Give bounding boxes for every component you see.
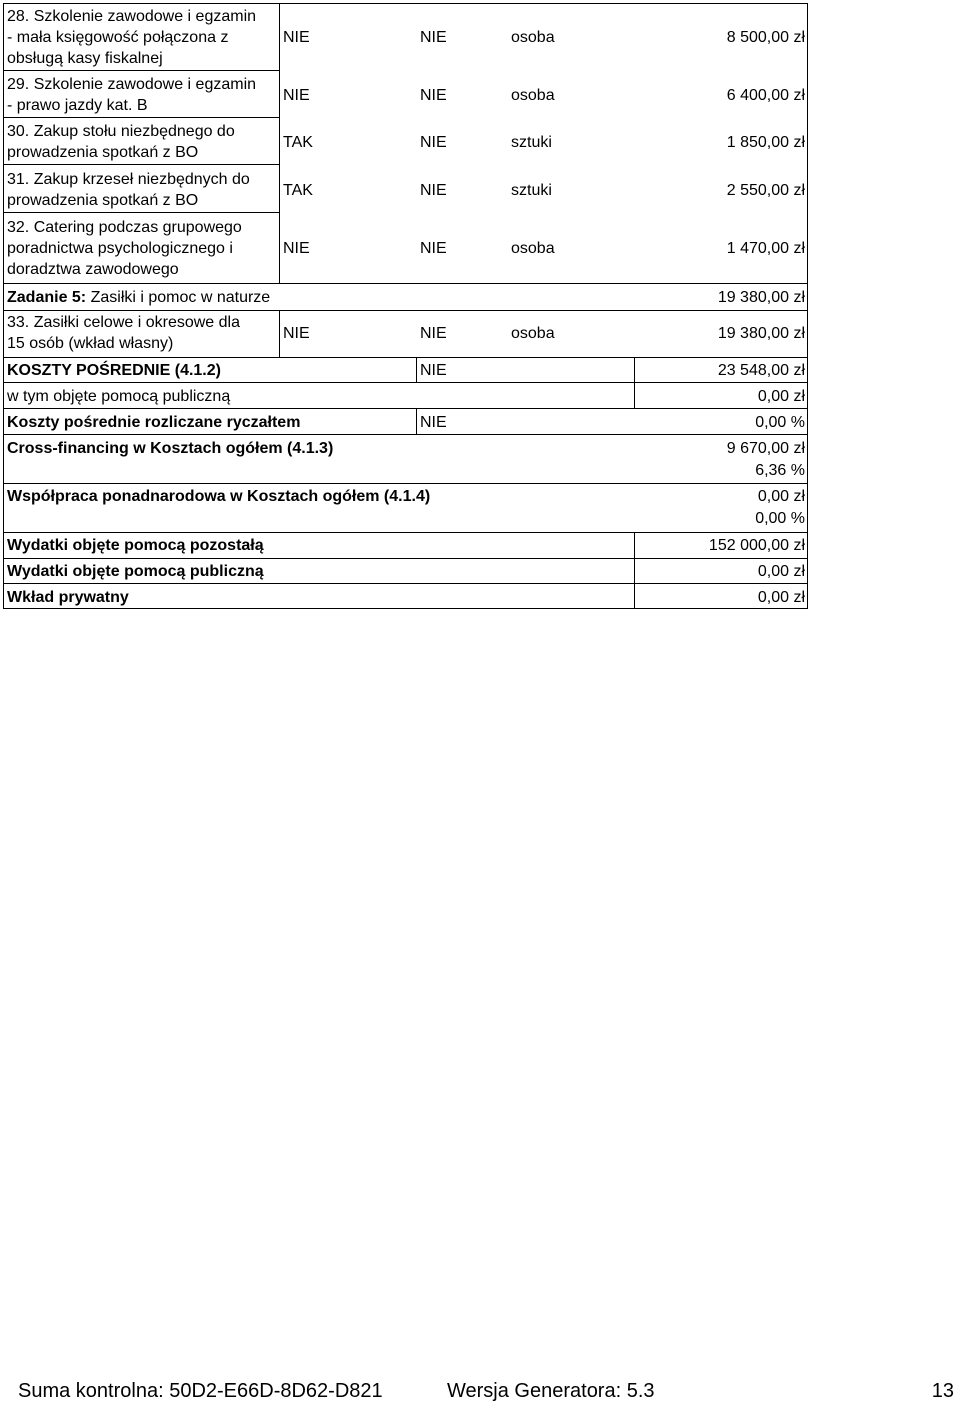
item-desc-line: obsługą kasy fiskalnej bbox=[7, 50, 163, 67]
footer-checksum: Suma kontrolna: 50D2-E66D-8D62-D821 bbox=[18, 1380, 383, 1402]
item-desc-line: 33. Zasiłki celowe i okresowe dla bbox=[7, 314, 240, 331]
indirect-costs-amount: 23 548,00 zł bbox=[717, 362, 805, 379]
item-flag-1: TAK bbox=[283, 182, 313, 199]
item-flag-1: NIE bbox=[283, 325, 310, 342]
item-flag-1: NIE bbox=[283, 87, 310, 104]
row-sep bbox=[3, 310, 808, 311]
item-amount: 1 850,00 zł bbox=[726, 134, 805, 151]
item-flag-2: NIE bbox=[420, 182, 447, 199]
item-desc-line: poradnictwa psychologicznego i bbox=[7, 240, 233, 257]
item-amount: 6 400,00 zł bbox=[726, 87, 805, 104]
footer-generator-version: Wersja Generatora: 5.3 bbox=[447, 1380, 655, 1402]
item-flag-2: NIE bbox=[420, 134, 447, 151]
row-sep bbox=[3, 583, 808, 584]
item-unit: osoba bbox=[511, 240, 555, 257]
indirect-costs-flag: NIE bbox=[420, 362, 447, 379]
item-amount: 19 380,00 zł bbox=[717, 325, 805, 342]
item-desc-line: - prawo jazdy kat. B bbox=[7, 97, 148, 114]
cross-financing-percent: 6,36 % bbox=[755, 462, 805, 479]
row-sep bbox=[3, 70, 280, 71]
other-aid-amount: 152 000,00 zł bbox=[708, 537, 805, 554]
table-border-top bbox=[3, 3, 808, 4]
item-unit: sztuki bbox=[511, 182, 552, 199]
item-unit: osoba bbox=[511, 29, 555, 46]
row-sep bbox=[3, 117, 280, 118]
desc-col-divider bbox=[279, 3, 280, 283]
item-amount: 1 470,00 zł bbox=[726, 240, 805, 257]
indirect-flag-divider-right bbox=[634, 357, 635, 383]
task-label bbox=[7, 287, 270, 308]
item-desc-line: 31. Zakup krzeseł niezbędnych do bbox=[7, 171, 250, 188]
row-sep bbox=[3, 382, 808, 383]
footer-page-number: 13 bbox=[931, 1380, 954, 1402]
lump-sum-percent: 0,00 % bbox=[755, 414, 805, 431]
item-flag-2: NIE bbox=[420, 87, 447, 104]
lump-sum-divider bbox=[416, 408, 417, 434]
private-contribution-amount: 0,00 zł bbox=[757, 589, 805, 606]
public-aid-label: Wydatki objęte pomocą publiczną bbox=[7, 563, 264, 580]
task-label-bold: Zadanie 5: bbox=[7, 289, 87, 306]
table-border-right bbox=[807, 3, 808, 609]
item-flag-2: NIE bbox=[420, 325, 447, 342]
item-flag-2: NIE bbox=[420, 240, 447, 257]
lump-sum-label: Koszty pośrednie rozliczane ryczałtem bbox=[7, 414, 301, 431]
transnational-percent: 0,00 % bbox=[755, 510, 805, 527]
item-desc-line: 15 osób (wkład własny) bbox=[7, 335, 174, 352]
task-label-rest: Zasiłki i pomoc w naturze bbox=[86, 289, 271, 306]
row-sep bbox=[3, 357, 808, 358]
item-desc-line: - mała księgowość połączona z bbox=[7, 29, 229, 46]
item-desc-line: prowadzenia spotkań z BO bbox=[7, 192, 199, 209]
item-flag-2: NIE bbox=[420, 29, 447, 46]
indirect-flag-divider-left bbox=[416, 357, 417, 383]
row-sep bbox=[3, 532, 808, 533]
row-sep bbox=[3, 283, 808, 284]
indirect-costs-label: KOSZTY POŚREDNIE (4.1.2) bbox=[7, 362, 221, 379]
public-aid-part-divider bbox=[634, 382, 635, 408]
row-sep bbox=[3, 558, 808, 559]
cross-financing-label: Cross-financing w Kosztach ogółem (4.1.3) bbox=[7, 440, 334, 457]
public-aid-part-amount: 0,00 zł bbox=[757, 388, 805, 405]
private-contribution-label: Wkład prywatny bbox=[7, 589, 129, 606]
desc-col-divider-33 bbox=[279, 310, 280, 357]
item-desc-line: 32. Catering podczas grupowego bbox=[7, 219, 242, 236]
summary-amount-divider bbox=[634, 532, 635, 609]
item-desc-line: 29. Szkolenie zawodowe i egzamin bbox=[7, 76, 257, 93]
table-border-bottom bbox=[3, 608, 808, 609]
cross-financing-amount: 9 670,00 zł bbox=[726, 440, 805, 457]
lump-sum-flag: NIE bbox=[420, 414, 447, 431]
other-aid-label: Wydatki objęte pomocą pozostałą bbox=[7, 537, 264, 554]
row-sep bbox=[3, 164, 280, 165]
item-amount: 2 550,00 zł bbox=[726, 182, 805, 199]
item-amount: 8 500,00 zł bbox=[726, 29, 805, 46]
item-unit: sztuki bbox=[511, 134, 552, 151]
item-desc-line: prowadzenia spotkań z BO bbox=[7, 144, 199, 161]
item-desc-line: doradztwa zawodowego bbox=[7, 261, 179, 278]
table-border-left bbox=[3, 3, 4, 609]
item-unit: osoba bbox=[511, 87, 555, 104]
item-desc-line: 28. Szkolenie zawodowe i egzamin bbox=[7, 8, 257, 25]
item-desc-line: 30. Zakup stołu niezbędnego do bbox=[7, 123, 235, 140]
row-sep bbox=[3, 212, 280, 213]
public-aid-part-label: w tym objęte pomocą publiczną bbox=[7, 388, 231, 405]
item-flag-1: NIE bbox=[283, 29, 310, 46]
item-unit: osoba bbox=[511, 325, 555, 342]
item-flag-1: NIE bbox=[283, 240, 310, 257]
item-flag-1: TAK bbox=[283, 134, 313, 151]
transnational-label: Współpraca ponadnarodowa w Kosztach ogółem (4.1.4) bbox=[7, 488, 431, 505]
row-sep bbox=[3, 408, 808, 409]
task-amount: 19 380,00 zł bbox=[717, 289, 805, 306]
transnational-amount: 0,00 zł bbox=[757, 488, 805, 505]
row-sep bbox=[3, 434, 808, 435]
public-aid-amount: 0,00 zł bbox=[757, 563, 805, 580]
row-sep bbox=[3, 483, 808, 484]
